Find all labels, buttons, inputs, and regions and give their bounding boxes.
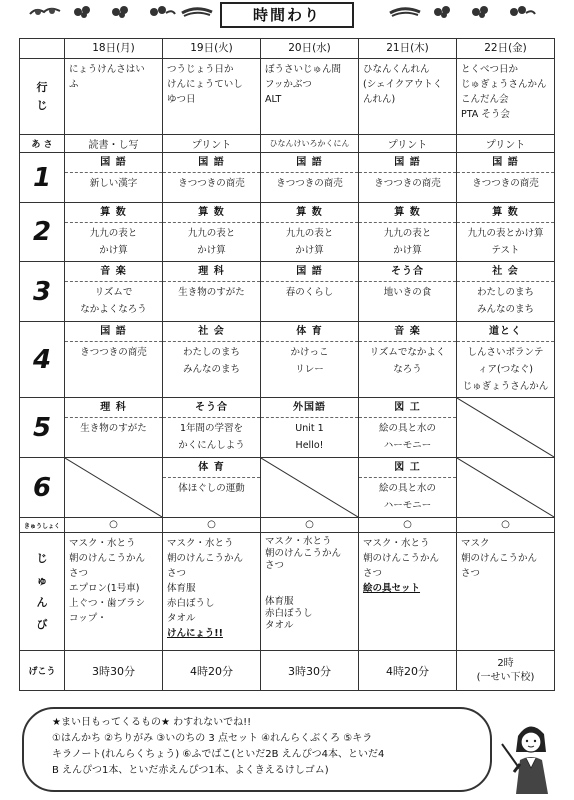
subject-label: 図 工 — [359, 458, 456, 478]
dismissal-row-label: げこう — [20, 651, 65, 691]
events-row-label: 行 じ — [20, 59, 65, 135]
subject-label: 国 語 — [163, 153, 260, 173]
class-cell — [359, 458, 457, 518]
corner-cell — [20, 39, 65, 59]
period-row — [20, 322, 555, 398]
class-cell — [457, 262, 555, 322]
diagonal-strike — [457, 398, 554, 457]
subject-label: 音 楽 — [65, 262, 162, 282]
subject-label: 社 会 — [163, 322, 260, 342]
diagonal-strike — [457, 458, 554, 517]
clover-icon — [426, 4, 460, 18]
class-cell — [163, 153, 261, 203]
day-header: 19日(火) — [163, 39, 261, 59]
lunch-row — [20, 518, 555, 533]
subject-label: 理 科 — [65, 398, 162, 418]
event-cell: ぼうさいじゅん間 フッかぶつ ALT — [261, 59, 359, 135]
dismissal-cell: 4時20分 — [163, 651, 261, 691]
lesson-content: きつつきの商売 — [80, 347, 147, 358]
morning-cell: 読書・し写 — [65, 135, 163, 153]
clover-icon — [66, 4, 100, 18]
lesson-content: 春のくらし — [285, 287, 334, 298]
class-cell — [457, 322, 555, 398]
dismissal-row — [20, 651, 555, 691]
items-row — [20, 533, 555, 651]
dismissal-cell: 3時30分 — [65, 651, 163, 691]
class-cell — [261, 398, 359, 458]
header — [0, 0, 574, 32]
class-cell — [163, 322, 261, 398]
lesson-content: 地いきの食 — [383, 287, 432, 298]
subject-label: 国 語 — [359, 153, 456, 173]
subject-label: そう合 — [163, 398, 260, 418]
lesson-content: 生き物のすがた — [178, 287, 245, 298]
note-line: ★まい日もってくるもの★ わすれないでね!! — [52, 717, 252, 728]
period-row — [20, 203, 555, 262]
clover-icon — [464, 4, 498, 18]
subject-label: 国 語 — [65, 153, 162, 173]
dismissal-cell: 2時 (一せい下校) — [457, 651, 555, 691]
items-cell: マスク・水とう 朝のけんこうかん さつ エプロン(1号車) 上ぐつ・歯ブラシ コップ・ — [65, 533, 163, 651]
lunch-mark: ○ — [163, 518, 261, 533]
class-cell — [359, 153, 457, 203]
period-number: 2 — [20, 203, 65, 262]
empty-cell — [457, 398, 555, 458]
reminder-note — [22, 707, 492, 792]
day-header: 18日(月) — [65, 39, 163, 59]
subject-label: 体 育 — [163, 458, 260, 478]
subject-label: 道とく — [457, 322, 554, 342]
morning-row — [20, 135, 555, 153]
items-cell: マスク 朝のけんこうかん さつ — [457, 533, 555, 651]
subject-label: 算 数 — [65, 203, 162, 223]
class-cell — [163, 203, 261, 262]
class-cell — [65, 322, 163, 398]
lesson-content: わたしのまち みんなのまち — [182, 347, 240, 375]
period-number: 4 — [20, 322, 65, 398]
lesson-content: わたしのまち みんなのまち — [476, 287, 534, 315]
lesson-content: 九九の表と かけ算 — [89, 228, 138, 256]
empty-cell — [65, 458, 163, 518]
class-cell — [65, 203, 163, 262]
morning-cell: プリント — [457, 135, 555, 153]
timetable — [19, 38, 555, 691]
class-cell — [65, 153, 163, 203]
period-row — [20, 398, 555, 458]
clover-icon — [502, 4, 536, 18]
lesson-content: きつつきの商売 — [178, 178, 245, 189]
lesson-content: Unit 1 Hello! — [295, 423, 324, 451]
class-cell — [261, 203, 359, 262]
lunch-row-label: きゅうしょく — [20, 518, 65, 533]
lesson-content: かけっこ リレー — [290, 347, 329, 375]
events-row — [20, 59, 555, 135]
dismissal-cell: 3時30分 — [261, 651, 359, 691]
lesson-content: きつつきの商売 — [472, 178, 539, 189]
leaf-icon — [388, 4, 422, 18]
event-cell: にょうけんさはい ふ — [65, 59, 163, 135]
subject-label: 算 数 — [261, 203, 358, 223]
morning-cell: ひなんけいろかくにん — [261, 135, 359, 153]
morning-row-label: あ さ — [20, 135, 65, 153]
subject-label: 算 数 — [163, 203, 260, 223]
lesson-content: 九九の表と かけ算 — [285, 228, 334, 256]
class-cell — [359, 203, 457, 262]
morning-cell: プリント — [163, 135, 261, 153]
subject-label: そう合 — [359, 262, 456, 282]
subject-label: 図 工 — [359, 398, 456, 418]
diagonal-strike — [261, 458, 358, 517]
morning-cell: プリント — [359, 135, 457, 153]
lesson-content: 絵の具と水の ハーモニー — [378, 483, 436, 511]
note-line: キラノート(れんらくちょう) ⑥ふでばこ(といだ2B えんぴつ4本、といだ4 — [52, 749, 385, 760]
lesson-content: きつつきの商売 — [374, 178, 441, 189]
lesson-content: 九九の表と かけ算 — [383, 228, 432, 256]
items-cell: マスク・水とう 朝のけんこうかん さつ 体育服 赤白ぼうし タオル — [261, 533, 359, 651]
lesson-content: リズムでなかよく なろう — [369, 347, 446, 375]
day-header: 20日(水) — [261, 39, 359, 59]
class-cell — [163, 398, 261, 458]
lesson-content: リズムで なかよくなろう — [80, 287, 147, 315]
event-cell: とくべつ日か じゅぎょうさんかん こんだん会 PTA そう会 — [457, 59, 555, 135]
lunch-mark: ○ — [457, 518, 555, 533]
class-cell — [359, 398, 457, 458]
leaf-decoration-right — [388, 4, 536, 22]
lesson-content: 絵の具と水の ハーモニー — [378, 423, 436, 451]
class-cell — [359, 262, 457, 322]
subject-label: 外国語 — [261, 398, 358, 418]
empty-cell — [261, 458, 359, 518]
clover-icon — [104, 4, 138, 18]
class-cell — [163, 262, 261, 322]
class-cell — [65, 262, 163, 322]
class-cell — [261, 322, 359, 398]
subject-label: 算 数 — [457, 203, 554, 223]
class-cell — [163, 458, 261, 518]
subject-label: 体 育 — [261, 322, 358, 342]
items-cell: マスク・水とう 朝のけんこうかん さつ 体育服 赤白ぼうし タオル けんにょう!! — [163, 533, 261, 651]
class-cell — [65, 398, 163, 458]
lesson-content: 新しい漢字 — [89, 178, 138, 189]
lunch-mark: ○ — [65, 518, 163, 533]
period-row — [20, 153, 555, 203]
period-row — [20, 262, 555, 322]
empty-cell — [457, 458, 555, 518]
period-row — [20, 458, 555, 518]
class-cell — [457, 203, 555, 262]
lesson-content: 1年間の学習を かくにんしよう — [178, 423, 245, 451]
dismissal-cell: 4時20分 — [359, 651, 457, 691]
subject-label: 理 科 — [163, 262, 260, 282]
clover-icon — [142, 4, 176, 18]
subject-label: 音 楽 — [359, 322, 456, 342]
items-cell: マスク・水とう 朝のけんこうかん さつ 絵の具セット — [359, 533, 457, 651]
event-cell: ひなんくんれん (シェイクアウトく んれん) — [359, 59, 457, 135]
subject-label: 算 数 — [359, 203, 456, 223]
subject-label: 国 語 — [65, 322, 162, 342]
period-number: 3 — [20, 262, 65, 322]
leaf-decoration-left — [28, 4, 214, 22]
lesson-content: 生き物のすがた — [80, 423, 147, 434]
items-row-label: じ ゅ ん び — [20, 533, 65, 651]
period-rows — [20, 153, 555, 518]
lesson-content: しんさいボランテ ィア(つなぐ) じゅぎょうさんかん — [462, 347, 549, 392]
leaf-icon — [180, 4, 214, 18]
lesson-content: 体ほぐしの運動 — [178, 483, 245, 494]
days-header-row — [20, 39, 555, 59]
lunch-mark: ○ — [261, 518, 359, 533]
page-title: 時間わり — [220, 2, 354, 28]
teacher-illustration — [500, 714, 560, 794]
class-cell — [261, 153, 359, 203]
diagonal-strike — [65, 458, 162, 517]
note-line: ①はんかち ②ちりがみ ③いのちの 3 点セット ④れんらくぶくろ ⑤キラ — [52, 733, 373, 744]
subject-label: 国 語 — [261, 153, 358, 173]
class-cell — [359, 322, 457, 398]
subject-label: 社 会 — [457, 262, 554, 282]
lesson-content: きつつきの商売 — [276, 178, 343, 189]
event-cell: つうじょう日か けんにょうていし ゆつ日 — [163, 59, 261, 135]
lunch-mark: ○ — [359, 518, 457, 533]
period-number: 1 — [20, 153, 65, 203]
period-number: 6 — [20, 458, 65, 518]
clover-icon — [28, 4, 62, 18]
class-cell — [261, 262, 359, 322]
subject-label: 国 語 — [261, 262, 358, 282]
note-line: B えんぴつ1本、といだ赤えんぴつ1本、よくきえるけしゴム) — [52, 765, 329, 776]
day-header: 21日(木) — [359, 39, 457, 59]
day-header: 22日(金) — [457, 39, 555, 59]
lesson-content: 九九の表と かけ算 — [187, 228, 236, 256]
class-cell — [457, 153, 555, 203]
period-number: 5 — [20, 398, 65, 458]
subject-label: 国 語 — [457, 153, 554, 173]
lesson-content: 九九の表とかけ算 テスト — [467, 228, 544, 256]
